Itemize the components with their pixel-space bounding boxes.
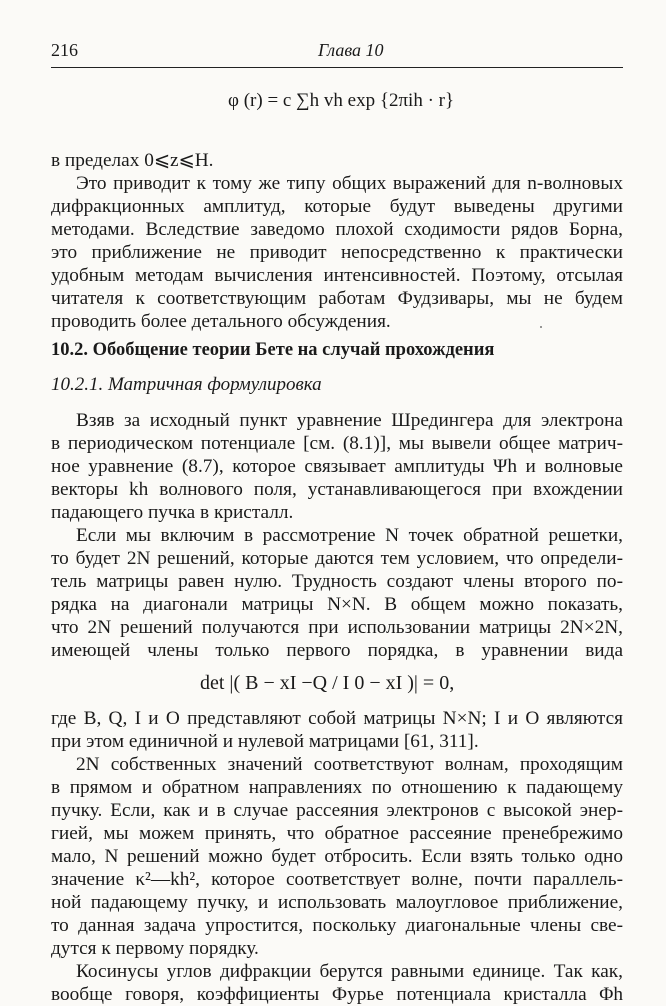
running-head: Глава 10	[318, 40, 384, 60]
text-line: это приближение не приводит непосредственно к практически	[51, 242, 623, 263]
text-line: где B, Q, I и O представляют собой матрицы N×N; I и O являются	[51, 708, 623, 729]
text-line: Взяв за исходный пункт уравнение Шредингера для электрона	[76, 410, 623, 431]
text-line: имеющей члены только первого порядка, в уравнении вида	[51, 640, 623, 661]
page-number: 216	[51, 40, 78, 60]
text-line: методами. Вследствие заведомо плохой сходимости рядов Борна,	[51, 219, 623, 240]
text-line: гией, мы можем принять, что обратное рассеяние пренебрежимо	[51, 823, 623, 844]
equation-top: φ (r) = c ∑h vh exp {2πih · r}	[228, 90, 455, 111]
text-line: ной падающему пучку, и использовать малоугловое приближение,	[51, 892, 623, 913]
text-line: в пределах 0⩽z⩽H.	[51, 150, 214, 171]
text-line: что 2N решений получаются при использовании матрицы 2N×2N,	[51, 617, 623, 638]
text-line: Косинусы углов дифракции берутся равными единице. Так как,	[76, 961, 623, 982]
text-line: в прямом и обратном направлениях по отношению к падающему	[51, 777, 623, 798]
text-line: вообще говоря, коэффициенты Фурье потенциала кристалла Φh	[51, 984, 623, 1005]
text-line: 2N собственных значений соответствуют волнам, проходящим	[76, 754, 623, 775]
header-rule	[51, 67, 623, 68]
text-line: дифракционных амплитуд, которые будут выведены другими	[51, 196, 623, 217]
subsection-heading: 10.2.1. Матричная формулировка	[51, 374, 322, 395]
equation-determinant: det |( B − xI −Q / I 0 − xI )| = 0,	[200, 672, 455, 694]
text-line: значение κ²—kh², которое соответствует волне, почти параллель-	[51, 869, 623, 890]
text-line: падающего пучка в кристалл.	[51, 502, 294, 523]
text-line: дутся к первому порядку.	[51, 938, 259, 959]
text-line: то данная задача упростится, поскольку диагональные члены све-	[51, 915, 623, 936]
text-line: рядка на диагонали матрицы N×N. В общем можно показать,	[51, 594, 623, 615]
text-line: Это приводит к тому же типу общих выражений для n-волновых	[76, 173, 623, 194]
section-heading: 10.2. Обобщение теории Бете на случай прохождения	[51, 340, 495, 360]
text-line: в периодическом потенциале [см. (8.1)], мы вывели общее матрич-	[51, 433, 623, 454]
text-line: векторы kh волнового поля, устанавливающегося при вхождении	[51, 479, 623, 500]
text-line: ное уравнение (8.7), которое связывает амплитуды Ψh и волновые	[51, 456, 623, 477]
text-line: читателя к соответствующим работам Фудзивары, мы не будем	[51, 288, 623, 309]
text-line: пучку. Если, как и в случае рассеяния электронов с высокой энер-	[51, 800, 623, 821]
text-line: при этом единичной и нулевой матрицами [61, 311].	[51, 731, 479, 752]
text-line: то будет 2N решений, которые даются тем условием, что определи-	[51, 548, 623, 569]
text-line: Если мы включим в рассмотрение N точек обратной решетки,	[76, 525, 623, 546]
text-line: проводить более детального обсуждения.	[51, 311, 391, 332]
text-line: удобным методам вычисления интенсивностей. Поэтому, отсылая	[51, 265, 623, 286]
text-line: мало, N решений можно будет отбросить. Если взять только одно	[51, 846, 623, 867]
print-speck	[540, 326, 542, 328]
text-line: тель матрицы равен нулю. Трудность создают члены второго по-	[51, 571, 623, 592]
